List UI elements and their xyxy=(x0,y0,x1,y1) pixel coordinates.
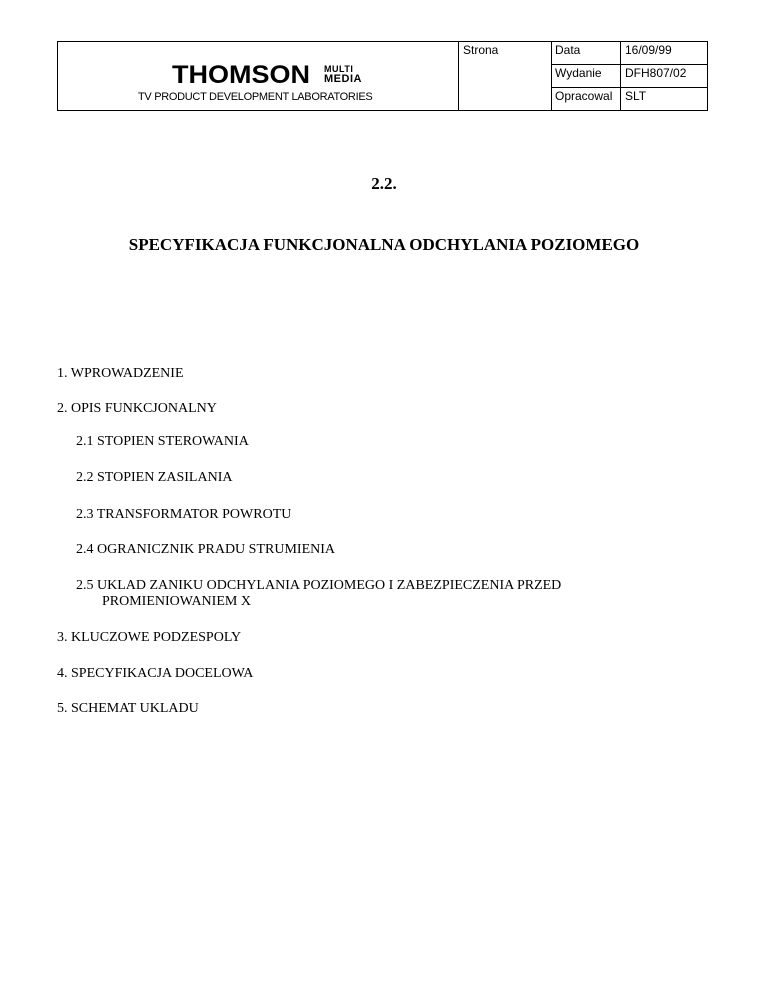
lab-name: TV PRODUCT DEVELOPMENT LABORATORIES xyxy=(138,91,373,103)
data-label: Data xyxy=(551,42,621,65)
toc-item: 5. SCHEMAT UKLADU xyxy=(57,701,199,716)
toc-item: 4. SPECYFIKACJA DOCELOWA xyxy=(57,666,254,681)
thomson-logo: THOMSON xyxy=(172,61,311,89)
toc-item: 2.2 STOPIEN ZASILANIA xyxy=(76,470,233,485)
multimedia-logo-top: MULTI xyxy=(324,64,354,74)
document-header xyxy=(57,41,708,111)
wydanie-label: Wydanie xyxy=(551,65,621,88)
document-title: SPECYFIKACJA FUNKCJONALNA ODCHYLANIA POZIOMEGO xyxy=(128,235,640,254)
toc-item: 2.4 OGRANICZNIK PRADU STRUMIENIA xyxy=(76,542,335,557)
toc-item: 2.1 STOPIEN STEROWANIA xyxy=(76,434,249,449)
opracowal-label: Opracowal xyxy=(551,88,621,110)
strona-label: Strona xyxy=(463,43,499,57)
strona-cell xyxy=(458,42,552,110)
multimedia-logo-bottom: MEDIA xyxy=(324,73,362,85)
multimedia-logo xyxy=(324,64,362,85)
toc-item-continuation: PROMIENIOWANIEM X xyxy=(102,594,251,609)
toc-item: 2. OPIS FUNKCJONALNY xyxy=(57,401,217,416)
logo-cell xyxy=(58,42,459,110)
wydanie-value: DFH807/02 xyxy=(621,65,707,88)
toc-item: 1. WPROWADZENIE xyxy=(57,366,184,381)
section-number: 2.2. xyxy=(371,174,397,193)
data-value: 16/09/99 xyxy=(621,42,707,65)
toc-item: 2.3 TRANSFORMATOR POWROTU xyxy=(76,507,292,522)
toc-item: 3. KLUCZOWE PODZESPOLY xyxy=(57,630,242,645)
toc-item xyxy=(76,578,561,610)
opracowal-value: SLT xyxy=(625,89,647,103)
toc-item-text: 2.5 UKLAD ZANIKU ODCHYLANIA POZIOMEGO I ZABEZPIECZENIA PRZED xyxy=(76,578,562,593)
